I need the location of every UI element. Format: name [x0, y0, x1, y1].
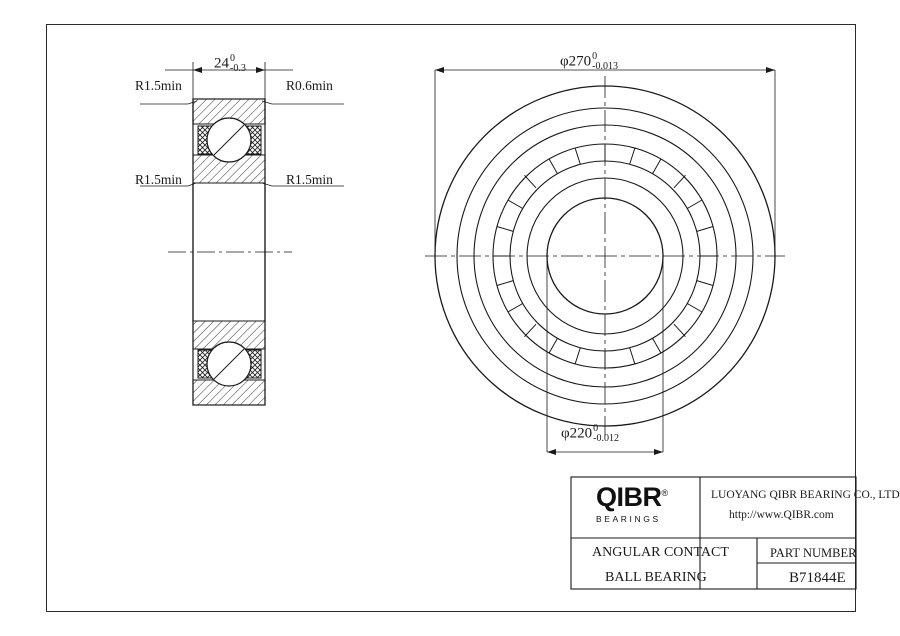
company-website: http://www.QIBR.com — [729, 509, 834, 521]
company-name: LUOYANG QIBR BEARING CO., LTD — [711, 489, 900, 501]
product-name-line2: BALL BEARING — [605, 570, 707, 585]
part-number-value: B71844E — [789, 570, 846, 586]
registered-trademark-icon: ® — [661, 488, 668, 498]
bore-diameter-label: φ220 0 -0.012 — [561, 423, 620, 445]
product-name-line1: ANGULAR CONTACT — [592, 545, 729, 560]
chamfer-top-right-label: R0.6min — [286, 78, 333, 93]
front-view — [425, 76, 785, 436]
width-dimension-label: 24 0 -0.3 — [214, 53, 246, 75]
part-number-label: PART NUMBER — [770, 546, 857, 560]
logo-wordmark: QIBR® — [596, 482, 668, 512]
chamfer-mid-right-label: R1.5min — [286, 172, 333, 187]
outer-diameter-label: φ270 0 -0.013 — [560, 51, 619, 73]
chamfer-top-left-label: R1.5min — [135, 78, 182, 93]
ball-bottom — [207, 342, 251, 386]
chamfer-mid-left-label: R1.5min — [135, 172, 182, 187]
ball-top — [207, 118, 251, 162]
section-view — [168, 99, 292, 405]
logo-tagline: BEARINGS — [596, 514, 661, 524]
qibr-logo — [596, 484, 700, 528]
